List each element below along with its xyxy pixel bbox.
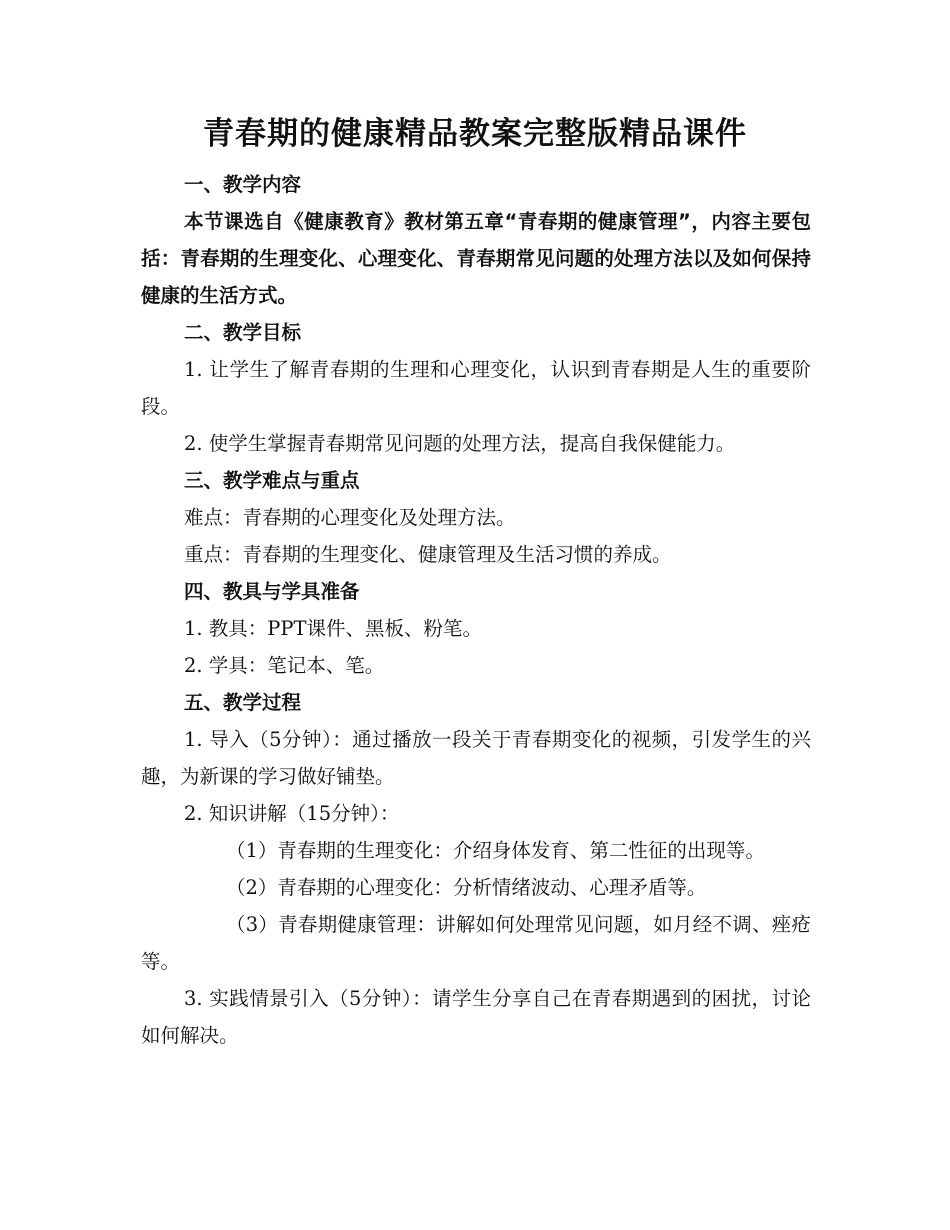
section-heading-objectives: 二、教学目标: [184, 321, 302, 344]
materials-item: 1. 教具：PPT课件、黑板、粉笔。: [184, 617, 483, 640]
document-body: [141, 166, 811, 1054]
section-heading-content: 一、教学内容: [184, 173, 302, 196]
content-paragraph: 本节课选自《健康教育》教材第五章“青春期的健康管理”，内容主要包括：青春期的生理变化、心理变化、青春期常见问题的处理方法以及如何保持健康的生活方式。: [141, 210, 811, 307]
key-point-text: 重点：青春期的生理变化、健康管理及生活习惯的养成。: [184, 543, 672, 566]
materials-item: 2. 学具：笔记本、笔。: [184, 654, 385, 677]
process-step: 1. 导入（5分钟）：通过播放一段关于青春期变化的视频，引发学生的兴趣，为新课的学习做好铺垫。: [141, 728, 811, 788]
section-heading-difficulty: 三、教学难点与重点: [184, 469, 360, 492]
difficulty-text: 难点：青春期的心理变化及处理方法。: [184, 506, 516, 529]
process-substep: （2）青春期的心理变化：分析情绪波动、心理矛盾等。: [226, 876, 707, 899]
document-title: 青春期的健康精品教案完整版精品课件: [203, 116, 747, 152]
process-substep: （3）青春期健康管理：讲解如何处理常见问题，如月经不调、痤疮等。: [141, 913, 811, 973]
process-step: 2. 知识讲解（15分钟）：: [184, 802, 400, 825]
objective-item: 2. 使学生掌握青春期常见问题的处理方法，提高自我保健能力。: [184, 432, 736, 455]
process-step: 3. 实践情景引入（5分钟）：请学生分享自己在青春期遇到的困扰，讨论如何解决。: [141, 987, 811, 1047]
section-heading-process: 五、教学过程: [184, 691, 302, 714]
section-heading-materials: 四、教具与学具准备: [184, 580, 360, 603]
process-substep: （1）青春期的生理变化：介绍身体发育、第二性征的出现等。: [226, 839, 765, 862]
objective-item: 1. 让学生了解青春期的生理和心理变化，认识到青春期是人生的重要阶段。: [141, 358, 811, 418]
